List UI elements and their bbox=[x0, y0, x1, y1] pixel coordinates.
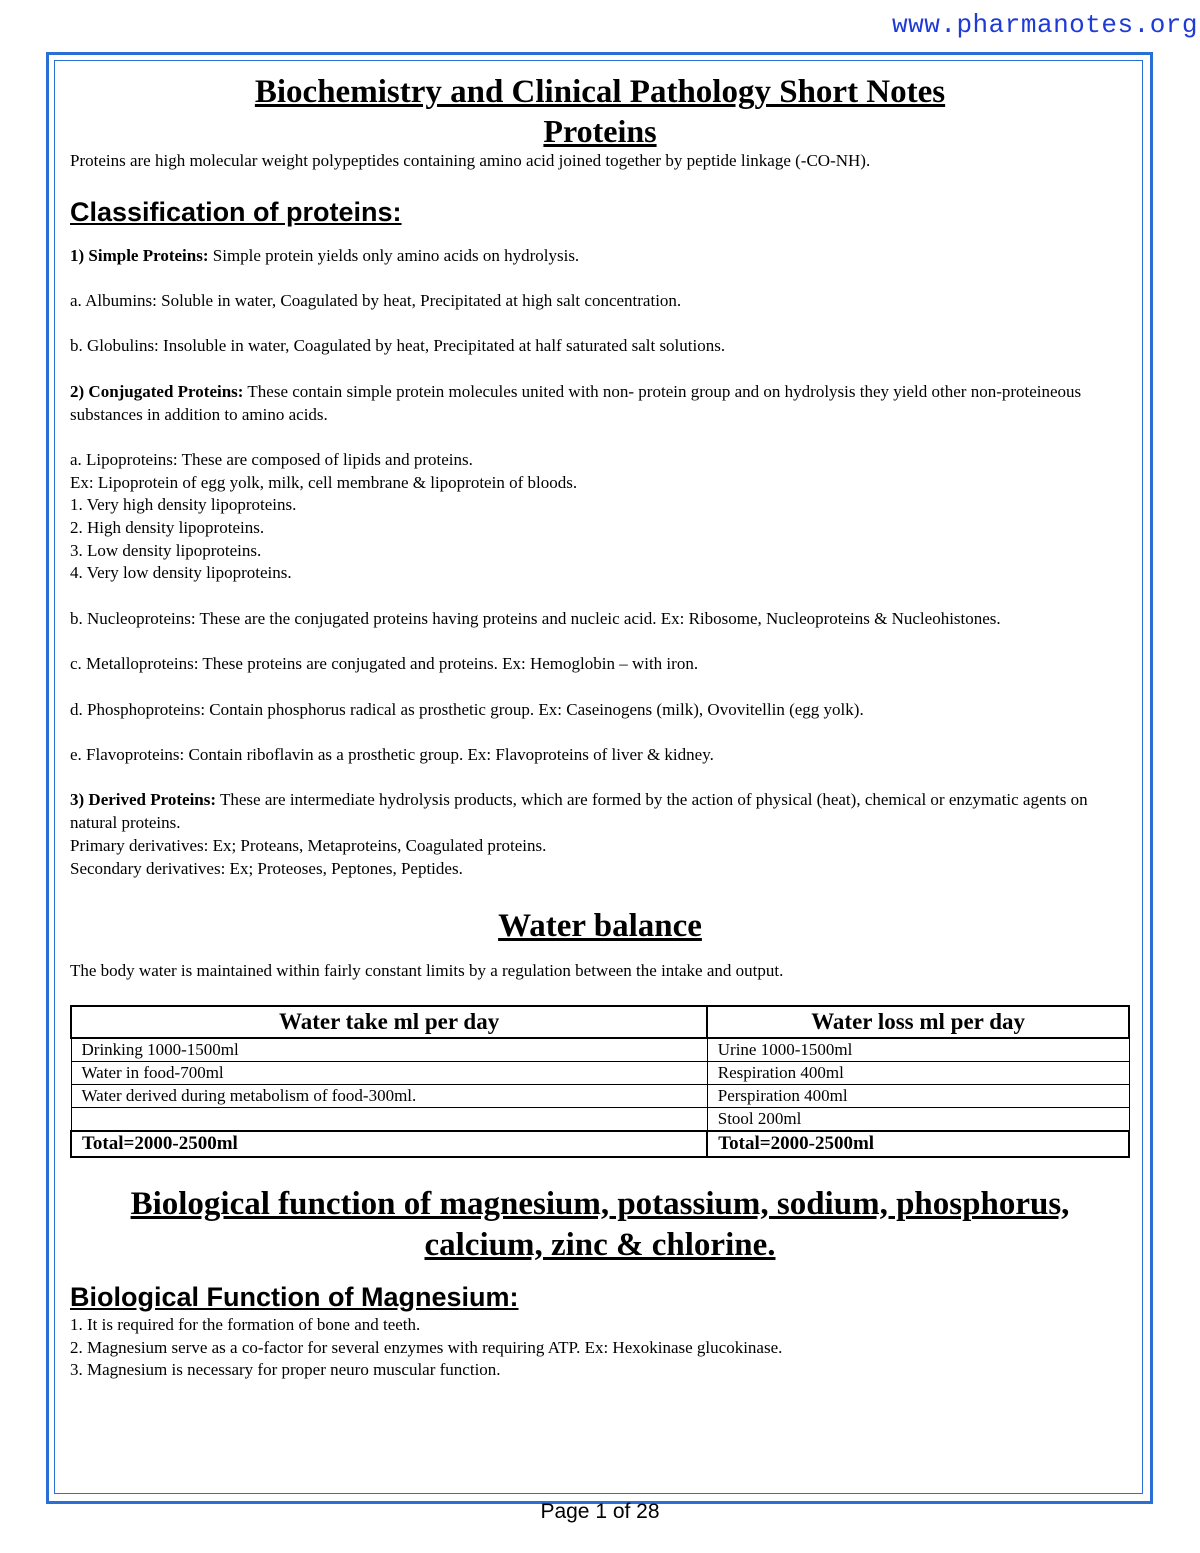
intake-total-cell: Total=2000-2500ml bbox=[71, 1131, 707, 1157]
table-cell: Drinking 1000-1500ml bbox=[71, 1038, 707, 1062]
simple-proteins-paragraph bbox=[70, 245, 1130, 268]
conjugated-proteins-paragraph bbox=[70, 381, 1130, 426]
magnesium-point: 1. It is required for the formation of bone and teeth. bbox=[70, 1314, 421, 1334]
biological-function-heading bbox=[70, 1184, 1130, 1266]
water-balance-intro: The body water is maintained within fairly constant limits by a regulation between the intake and output. bbox=[70, 961, 784, 981]
loss-total-cell: Total=2000-2500ml bbox=[707, 1131, 1129, 1157]
table-cell: Perspiration 400ml bbox=[707, 1084, 1129, 1107]
albumins-text: a. Albumins: Soluble in water, Coagulated by heat, Precipitated at high salt concentration. bbox=[70, 291, 682, 311]
conjugated-proteins-label: 2) Conjugated Proteins: bbox=[70, 381, 244, 401]
biological-function-heading-line1: Biological function of magnesium, potassium, sodium, phosphorus, bbox=[130, 1185, 1070, 1222]
table-cell: Stool 200ml bbox=[707, 1107, 1129, 1131]
nucleoproteins-text: b. Nucleoproteins: These are the conjugated proteins having proteins and nucleic acid. Ex: Ribosome, Nucleoproteins & Nucleohistones. bbox=[70, 608, 1001, 628]
table-row bbox=[71, 1061, 1129, 1084]
table-header-row bbox=[71, 1006, 1129, 1038]
biological-function-heading-line2: calcium, zinc & chlorine. bbox=[424, 1226, 776, 1263]
derived-proteins-paragraph bbox=[70, 789, 1130, 834]
lipoproteins-line: 2. High density lipoproteins. bbox=[70, 518, 265, 538]
metalloproteins-text: c. Metalloproteins: These proteins are conjugated and proteins. Ex: Hemoglobin – with iron. bbox=[70, 654, 699, 674]
derived-proteins-label: 3) Derived Proteins: bbox=[70, 790, 217, 810]
proteins-intro: Proteins are high molecular weight polypeptides containing amino acid joined together by peptide linkage (-CO-NH). bbox=[70, 151, 871, 170]
table-cell: Water derived during metabolism of food-300ml. bbox=[71, 1084, 707, 1107]
magnesium-point: 3. Magnesium is necessary for proper neuro muscular function. bbox=[70, 1360, 501, 1380]
secondary-derivatives-text: Secondary derivatives: Ex; Proteoses, Peptones, Peptides. bbox=[70, 858, 463, 878]
flavoproteins-text: e. Flavoproteins: Contain riboflavin as a prosthetic group. Ex: Flavoproteins of liver & kidney. bbox=[70, 745, 714, 765]
page-content bbox=[70, 72, 1130, 1382]
water-balance-table bbox=[70, 1005, 1130, 1158]
lipoproteins-line: 4. Very low density lipoproteins. bbox=[70, 563, 292, 583]
lipoproteins-block bbox=[70, 449, 1130, 585]
lipoproteins-line: 3. Low density lipoproteins. bbox=[70, 540, 262, 560]
lipoproteins-line: 1. Very high density lipoproteins. bbox=[70, 495, 297, 515]
derived-proteins-text: These are intermediate hydrolysis products, which are formed by the action of physical (heat), chemical or enzymatic agents on natural proteins. bbox=[70, 790, 1088, 833]
simple-proteins-label: 1) Simple Proteins: bbox=[70, 245, 209, 265]
water-balance-heading: Water balance bbox=[498, 908, 702, 945]
conjugated-proteins-text: These contain simple protein molecules united with non- protein group and on hydrolysis they yield other non-proteineous substances in addition to amino acids. bbox=[70, 381, 1082, 424]
table-cell: Respiration 400ml bbox=[707, 1061, 1129, 1084]
table-cell bbox=[71, 1107, 707, 1131]
table-total-row bbox=[71, 1131, 1129, 1157]
simple-proteins-text: Simple protein yields only amino acids on hydrolysis. bbox=[208, 245, 580, 265]
page-number: Page 1 of 28 bbox=[540, 1500, 660, 1523]
site-url[interactable]: www.pharmanotes.org bbox=[892, 10, 1198, 40]
water-intake-header: Water take ml per day bbox=[71, 1006, 707, 1038]
globulins-text: b. Globulins: Insoluble in water, Coagulated by heat, Precipitated at half saturated salt solutions. bbox=[70, 336, 726, 356]
lipoproteins-line: Ex: Lipoprotein of egg yolk, milk, cell membrane & lipoprotein of bloods. bbox=[70, 472, 578, 492]
classification-heading: Classification of proteins: bbox=[70, 196, 402, 227]
magnesium-heading: Biological Function of Magnesium: bbox=[70, 1281, 519, 1312]
proteins-heading: Proteins bbox=[543, 113, 657, 149]
document-title: Biochemistry and Clinical Pathology Short Notes bbox=[254, 74, 946, 110]
table-row bbox=[71, 1107, 1129, 1131]
water-loss-header: Water loss ml per day bbox=[707, 1006, 1129, 1038]
phosphoproteins-text: d. Phosphoproteins: Contain phosphorus radical as prosthetic group. Ex: Caseinogens (milk), Ovovitellin (egg yolk). bbox=[70, 699, 864, 719]
table-cell: Water in food-700ml bbox=[71, 1061, 707, 1084]
magnesium-point: 2. Magnesium serve as a co-factor for several enzymes with requiring ATP. Ex: Hexokinase glucokinase. bbox=[70, 1337, 783, 1357]
table-row bbox=[71, 1084, 1129, 1107]
primary-derivatives-text: Primary derivatives: Ex; Proteans, Metaproteins, Coagulated proteins. bbox=[70, 835, 547, 855]
table-row bbox=[71, 1038, 1129, 1062]
table-cell: Urine 1000-1500ml bbox=[707, 1038, 1129, 1062]
lipoproteins-line: a. Lipoproteins: These are composed of lipids and proteins. bbox=[70, 449, 473, 469]
